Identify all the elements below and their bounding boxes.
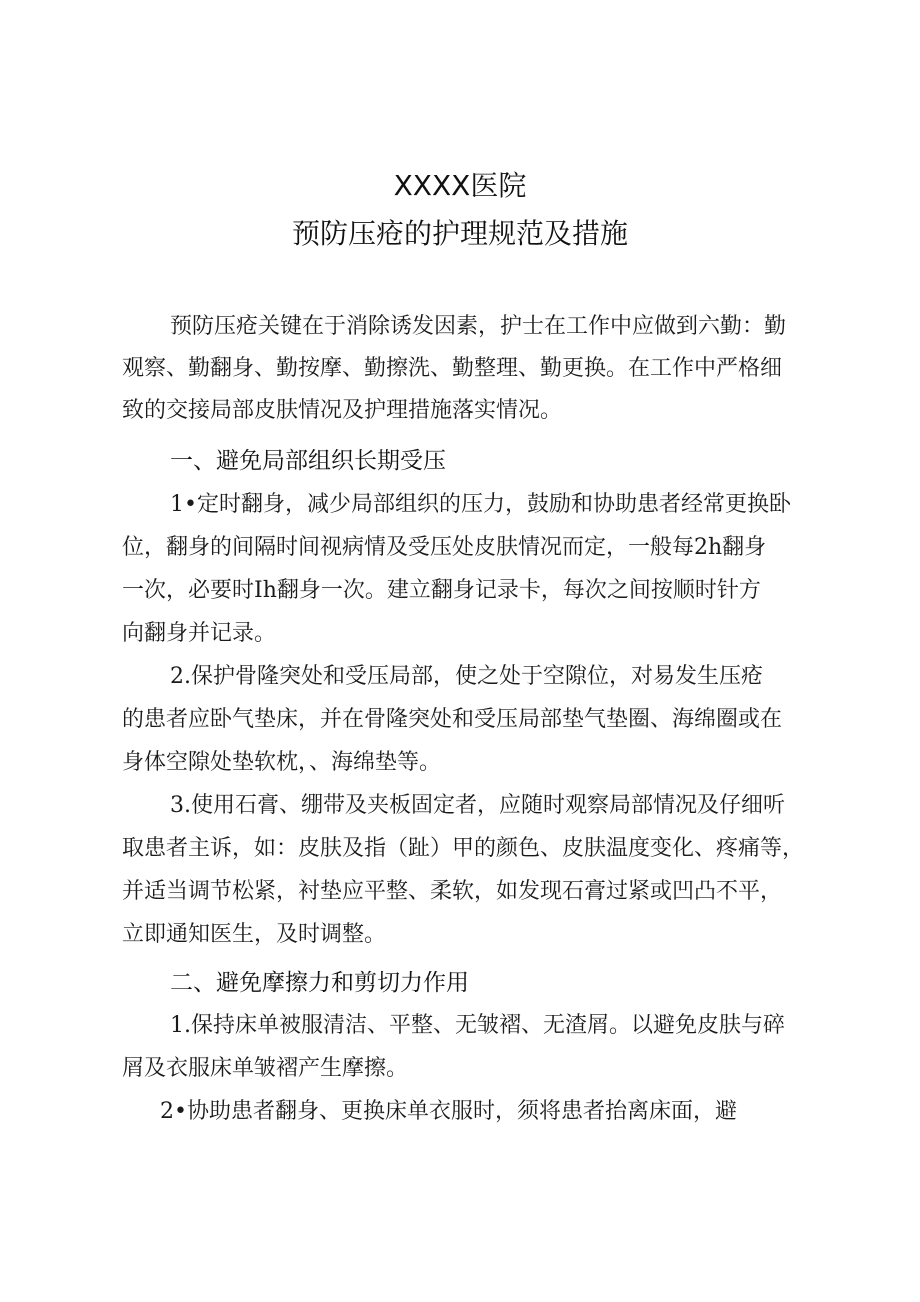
paragraph-line: 2.保护骨隆突处和受压局部，使之处于空隙位，对易发生压疮 [170,664,763,689]
paragraph-line: 1•定时翻身，减少局部组织的压力，鼓励和协助患者经常更换卧 [170,492,791,517]
paragraph-line: 位，翻身的间隔时间视病情及受压处皮肤情况而定，一般每2h翻身 [122,535,767,560]
paragraph-line: 2•协助患者翻身、更换床单衣服时，须将患者抬离床面，避 [160,1099,737,1124]
intro-line: 致的交接局部皮肤情况及护理措施落实情况。 [122,398,563,423]
paragraph-line: 取患者主诉，如：皮肤及指（趾）甲的颜色、皮肤温度变化、疼痛等， [122,836,805,861]
paragraph-line: 并适当调节松紧，衬垫应平整、柔软，如发现石膏过紧或凹凸不平， [122,879,783,904]
paragraph-line: 1.保持床单被服清洁、平整、无皱褶、无渣屑。以避免皮肤与碎 [170,1013,785,1038]
paragraph-line: 3.使用石膏、绷带及夹板固定者，应随时观察局部情况及仔细听 [170,793,785,818]
paragraph-line: 屑及衣服床单皱褶产生摩擦。 [122,1056,409,1081]
intro-line: 观察、勤翻身、勤按摩、勤擦洗、勤整理、勤更换。在工作中严格细 [122,356,783,381]
paragraph-line: 立即通知医生，及时调整。 [122,922,387,947]
document-title: 预防压疮的护理规范及措施 [291,217,628,250]
paragraph-line: 身体空隙处垫软枕，、海绵垫等。 [122,750,442,775]
section-heading: 一、避免局部组织长期受压 [170,448,446,474]
hospital-name: XXXX医院 [393,169,527,202]
paragraph-line: 的患者应卧气垫床，并在骨隆突处和受压局部垫气垫圈、海绵圈或在 [122,707,783,732]
paragraph-line: 向翻身并记录。 [122,621,277,646]
paragraph-line: 一次，必要时Ih翻身一次。建立翻身记录卡，每次之间按顺时针方 [122,578,761,603]
intro-line: 预防压疮关键在于消除诱发因素，护士在工作中应做到六勤：勤 [170,314,787,339]
section-heading: 二、避免摩擦力和剪切力作用 [170,970,469,996]
